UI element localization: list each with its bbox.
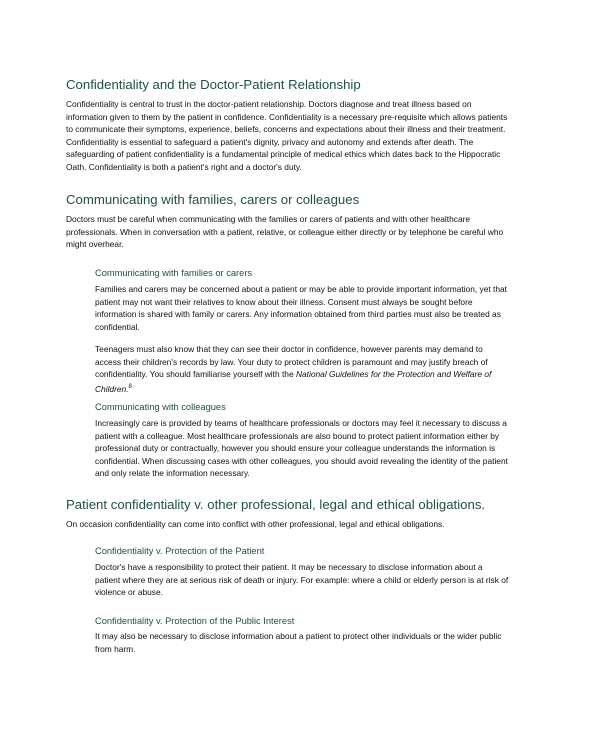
text-line: Teenagers must also know that they can see their doctor in confidence, however parents may demand to bbox=[95, 344, 483, 354]
subheading-protection-patient: Confidentiality v. Protection of the Patient bbox=[95, 546, 265, 556]
paragraph-teenagers bbox=[95, 343, 491, 395]
section-heading-confidentiality: Confidentiality and the Doctor-Patient Relationship bbox=[66, 77, 361, 92]
text-line: from harm. bbox=[95, 643, 136, 654]
text-plain: confidentiality. You should familiarise yourself with the bbox=[95, 369, 296, 379]
footnote-marker: 8 bbox=[128, 383, 132, 390]
text-line: safeguarding of patient confidentiality is a fundamental principle of medical ethics which dates back to the Hippocratic bbox=[66, 149, 501, 159]
text-line: to communicate their symptoms, experience, beliefs, concerns and expectations about their illness and their treatment. bbox=[66, 124, 506, 134]
text-line bbox=[95, 368, 491, 381]
subheading-families-carers: Communicating with families or carers bbox=[95, 268, 253, 278]
paragraph-communicating bbox=[66, 213, 503, 251]
section-heading-communicating: Communicating with families, carers or colleagues bbox=[66, 192, 360, 207]
text-line: It may also be necessary to disclose information about a patient to protect other individuals or the wider public bbox=[95, 631, 502, 641]
paragraph-protection-patient bbox=[95, 561, 508, 599]
paragraph-confidentiality bbox=[66, 98, 507, 173]
paragraph-families-carers bbox=[95, 283, 507, 333]
text-line: information given to them by the patient in confidence. Confidentiality is a necessary pre-requisite which allows patients bbox=[66, 111, 508, 122]
text-line: Increasingly care is provided by teams of healthcare professionals or doctors may feel it necessary to discuss a bbox=[95, 418, 507, 428]
text-line: access their children's records by law. Your duty to protect children is paramount and may justify breach of bbox=[95, 356, 488, 367]
text-line: patient with a colleague. Most healthcare professionals are also bound to protect patient information either by bbox=[95, 430, 500, 441]
guidelines-reference: National Guidelines for the Protection and Welfare of bbox=[295, 369, 492, 379]
text-line: Families and carers may be concerned about a patient or may be able to provide important information, yet that bbox=[95, 284, 507, 294]
text-line: Confidentiality is essential to safeguard a patient's dignity, privacy and autonomy and extends after death. The bbox=[66, 136, 474, 147]
subheading-colleagues: Communicating with colleagues bbox=[95, 402, 226, 412]
text-line: Doctor's have a responsibility to protect their patient. It may be necessary to disclose information about a bbox=[95, 562, 483, 572]
paragraph-colleagues bbox=[95, 417, 508, 480]
section-heading-obligations: Patient confidentiality v. other professional, legal and ethical obligations. bbox=[66, 497, 486, 512]
guidelines-reference-end: Children. bbox=[95, 383, 129, 394]
text-line: information is shared with family or carers. Any information obtained from third parties must also be treated as bbox=[95, 309, 501, 319]
text-line bbox=[95, 381, 491, 395]
text-line: Doctors must be careful when communicating with the families or carers of patients and with other healthcare bbox=[66, 214, 471, 224]
text-line: Oath. Confidentiality is both a patient's right and a doctor's duty. bbox=[66, 161, 302, 172]
text-line: Confidentiality is central to trust in the doctor-patient relationship. Doctors diagnose and treat illness based on bbox=[66, 99, 472, 109]
text-line: might overhear. bbox=[66, 239, 124, 249]
text-line: patient may not want their relatives to know about their illness. Consent must always be sought before bbox=[95, 296, 473, 307]
text-line: confidential. When discussing cases with other colleagues, you should avoid revealing the identity of the patient bbox=[95, 455, 508, 466]
subheading-public-interest: Confidentiality v. Protection of the Public Interest bbox=[95, 616, 295, 626]
text-line: violence or abuse. bbox=[95, 587, 163, 597]
paragraph-public-interest bbox=[95, 630, 501, 655]
text-line: confidential. bbox=[95, 321, 140, 332]
text-line: professionals. When in conversation with a patient, relative, or colleague either directly or by telephone be careful who bbox=[66, 226, 504, 237]
text-line: On occasion confidentiality can come into conflict with other professional, legal and ethical obligations. bbox=[66, 519, 445, 529]
text-line: professional duty or contractually, however you should ensure your colleague understands the information is bbox=[95, 443, 496, 453]
text-line: and only relate the information necessary. bbox=[95, 468, 250, 478]
text-line: patient where they are at serious risk of death or injury. For example: where a child or elderly person is at risk of bbox=[95, 574, 509, 585]
paragraph-obligations bbox=[66, 518, 445, 531]
